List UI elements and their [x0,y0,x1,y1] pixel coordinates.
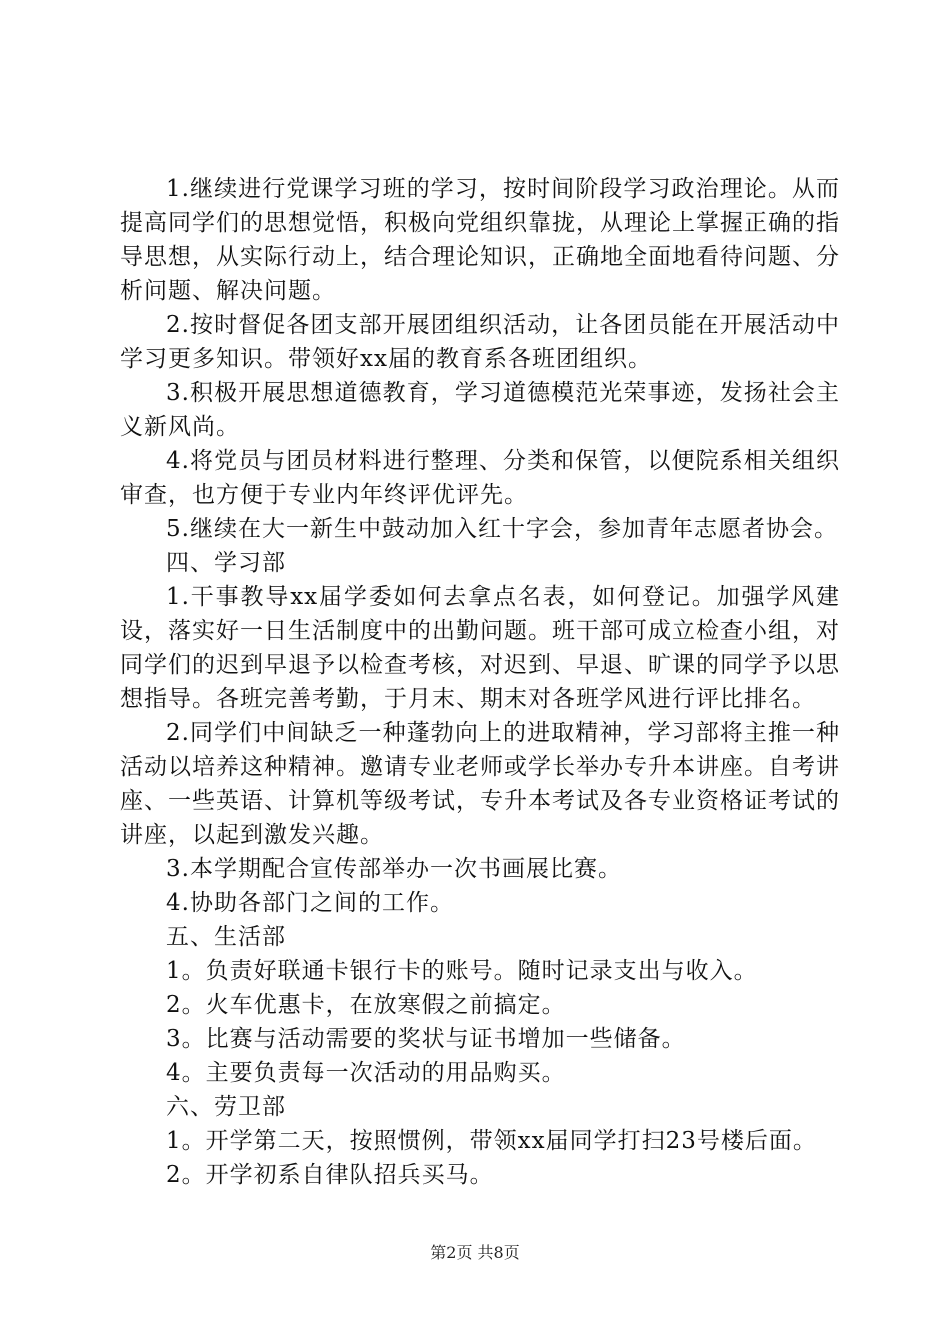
document-body [120,172,840,1192]
body-paragraph: 1。开学第二天，按照惯例，带领xx届同学打扫23号楼后面。 [166,1128,817,1154]
body-paragraph: 4.协助各部门之间的工作。 [166,890,454,916]
body-paragraph: 2.同学们中间缺乏一种蓬勃向上的进取精神，学习部将主推一种活动以培养这种精神。邀请专业老师或学长举办专升本讲座。自考讲座、一些英语、计算机等级考试，专升本考试及各专业资格证考试的讲座，以起到激发兴趣。 [120,720,840,848]
body-paragraph: 3.本学期配合宣传部举办一次书画展比赛。 [166,856,622,882]
body-paragraph: 5.继续在大一新生中鼓动加入红十字会，参加青年志愿者协会。 [166,516,838,542]
section-heading: 六、劳卫部 [166,1094,286,1120]
body-paragraph: 1。负责好联通卡银行卡的账号。随时记录支出与收入。 [166,958,758,984]
body-paragraph: 2.按时督促各团支部开展团组织活动，让各团员能在开展活动中学习更多知识。带领好xx届的教育系各班团组织。 [120,312,840,372]
body-paragraph: 1.干事教导xx届学委如何去拿点名表，如何登记。加强学风建设，落实好一日生活制度中的出勤问题。班干部可成立检查小组，对同学们的迟到早退予以检查考核，对迟到、早退、旷课的同学予以思想指导。各班完善考勤，于月末、期末对各班学风进行评比排名。 [120,584,840,712]
body-paragraph: 1.继续进行党课学习班的学习，按时间阶段学习政治理论。从而提高同学们的思想觉悟，积极向党组织靠拢，从理论上掌握正确的指导思想，从实际行动上，结合理论知识，正确地全面地看待问题、分析问题、解决问题。 [120,176,840,304]
body-paragraph: 3.积极开展思想道德教育，学习道德模范光荣事迹，发扬社会主义新风尚。 [120,380,840,440]
body-paragraph: 2。开学初系自律队招兵买马。 [166,1162,494,1188]
body-paragraph: 4。主要负责每一次活动的用品购买。 [166,1060,566,1086]
body-paragraph: 2。火车优惠卡，在放寒假之前搞定。 [166,992,566,1018]
section-heading: 五、生活部 [166,924,286,950]
body-paragraph: 4.将党员与团员材料进行整理、分类和保管，以便院系相关组织审查，也方便于专业内年终评优评先。 [120,448,840,508]
page-footer: 第2页 共8页 [430,1243,520,1262]
body-paragraph: 3。比赛与活动需要的奖状与证书增加一些储备。 [166,1026,686,1052]
section-heading: 四、学习部 [166,550,286,576]
